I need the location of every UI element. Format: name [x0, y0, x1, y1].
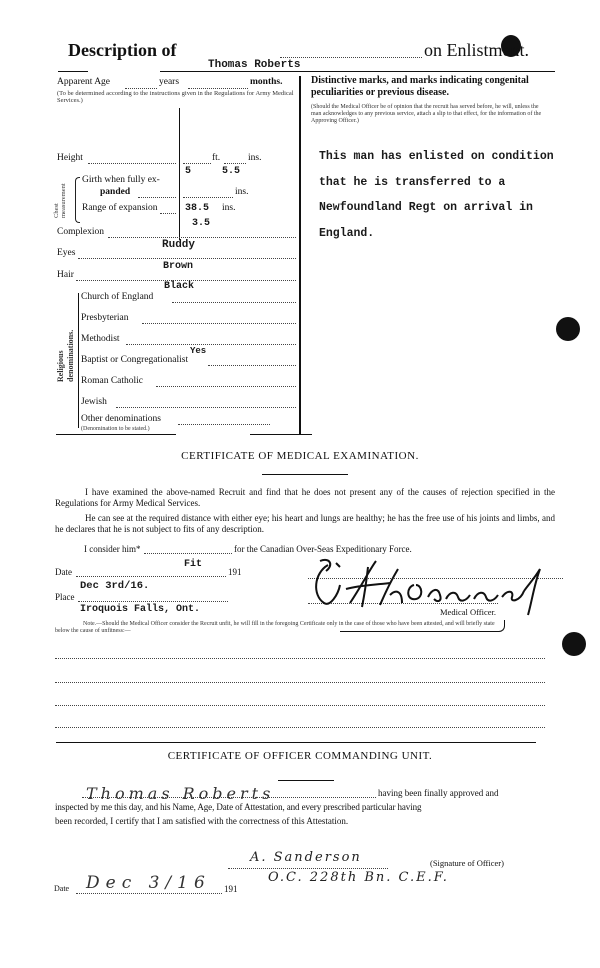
range-unit: ins. — [222, 203, 236, 213]
unfitness-line-3 — [55, 705, 545, 706]
height-ft-dots — [183, 163, 211, 164]
girth-value-dots — [183, 197, 233, 198]
medical-certificate-heading: CERTIFICATE OF MEDICAL EXAMINATION. — [181, 450, 419, 462]
chest-measurement-label: Chest measurement — [53, 183, 67, 218]
punch-hole-lower — [562, 632, 586, 656]
place-dots — [78, 601, 228, 602]
consider-suffix: for the Canadian Over-Seas Expeditionary Force. — [234, 544, 412, 554]
girth-label-2: panded — [100, 187, 131, 197]
age-years-dots — [125, 88, 157, 89]
girth-label-1: Girth when fully ex- — [82, 175, 160, 185]
medical-date-dots — [76, 576, 226, 577]
officer-section-rule — [56, 742, 536, 743]
months-label: months. — [250, 77, 283, 87]
medical-heading-rule — [262, 474, 348, 475]
header-rule — [160, 71, 555, 72]
religion-group-label: Religious denominations. — [56, 329, 75, 382]
religion-baptist: Baptist or Congregationalist — [81, 355, 189, 365]
consider-label: I consider him* — [84, 544, 141, 554]
apparent-age-label: Apparent Age — [57, 77, 111, 87]
religion-bracket — [78, 293, 79, 428]
religion-presbyterian: Presbyterian — [81, 313, 129, 323]
medical-para-2: He can see at the required distance with either eye; his heart and lungs are healthy; he has the free use of his joints and limbs, and he declares that he is not subject to fits of any description. — [55, 513, 555, 534]
unfitness-line-4 — [55, 727, 545, 728]
officer-para-line2: inspected by me this day, and his Name, Age, Date of Attestation, and every prescribed particular having — [55, 802, 422, 812]
height-ft-value: 5 — [185, 166, 192, 177]
religion-dots-1 — [142, 323, 296, 324]
column-divider — [299, 76, 301, 434]
age-note: (To be determined according to the instructions given in the Regulations for Army Medical Services.) — [57, 90, 294, 104]
officer-heading-rule — [278, 780, 334, 781]
title-left: Description of — [68, 40, 177, 60]
complexion-dots — [108, 237, 296, 238]
complexion-value: Ruddy — [162, 239, 196, 251]
religion-jewish: Jewish — [81, 397, 107, 407]
religion-dots-2 — [126, 344, 296, 345]
medical-officer-title: Medical Officer. — [440, 607, 497, 617]
medical-date-label: Date — [55, 567, 72, 577]
officer-para-line1: having been finally approved and — [378, 788, 499, 798]
height-ft-unit: ft. — [212, 153, 221, 163]
medical-officer-signature — [310, 555, 550, 623]
consider-dots — [144, 553, 232, 554]
girth-dots — [138, 197, 176, 198]
punch-hole-middle — [556, 317, 580, 341]
remark-line-3: Newfoundland Regt on arrival in — [319, 201, 533, 214]
religion-baptist-value: Yes — [190, 346, 207, 356]
medical-note: Note.—Should the Medical Officer consider the Recruit unfit, he will fill in the foregoing Certificate only in the case of those who have been attested, and will briefly state below the cause of unfitness:— — [55, 621, 495, 634]
religion-dots-5 — [116, 407, 296, 408]
medical-year-prefix: 191 — [228, 567, 242, 577]
chest-brace — [75, 177, 80, 223]
section-rule-right — [250, 434, 312, 435]
officer-signature: A. Sanderson — [250, 850, 362, 865]
height-dots — [88, 163, 176, 164]
religion-dots-0 — [172, 302, 296, 303]
place-value: Iroquois Falls, Ont. — [80, 604, 201, 615]
height-ins-unit: ins. — [248, 153, 262, 163]
title-right: on Enlistment. — [424, 40, 529, 60]
girth-value: 38.5 — [185, 203, 210, 214]
officer-para-line3: been recorded, I certify that I am satisfied with the correctness of this Attestation. — [55, 816, 349, 826]
range-dots — [160, 213, 176, 214]
officer-year-prefix: 191 — [224, 884, 238, 894]
handwritten-recruit-name: Thomas Roberts — [86, 784, 275, 803]
measurements-divider — [179, 108, 180, 240]
range-label: Range of expansion — [82, 203, 158, 213]
officer-date-value: Dec 3/16 — [86, 873, 211, 893]
hair-value: Black — [164, 281, 195, 292]
officer-certificate-heading: CERTIFICATE OF OFFICER COMMANDING UNIT. — [167, 750, 433, 762]
height-ins-dots — [224, 163, 246, 164]
bracket-line — [340, 620, 505, 632]
consider-value: Fit — [184, 559, 203, 570]
girth-unit: ins. — [235, 187, 249, 197]
medical-date-value: Dec 3rd/16. — [80, 580, 150, 592]
religion-dots-3 — [208, 365, 296, 366]
hair-label: Hair — [57, 270, 74, 280]
religion-church-of-england: Church of England — [81, 292, 154, 302]
header-rule-left — [58, 71, 88, 72]
signature-of-officer-label: (Signature of Officer) — [430, 858, 504, 868]
religion-other: Other denominations — [81, 414, 161, 424]
unfitness-line-2 — [55, 682, 545, 683]
unfitness-line-1 — [55, 658, 545, 659]
eyes-label: Eyes — [57, 248, 76, 258]
age-months-dots — [188, 88, 248, 89]
officer-unit: O.C. 228th Bn. C.E.F. — [268, 870, 449, 885]
range-value: 3.5 — [192, 218, 211, 229]
recruit-name: Thomas Roberts — [208, 59, 301, 71]
medical-para-1: I have examined the above-named Recruit and find that he does not present any of the causes of rejection specified in the Regulations for Army Medical Services. — [55, 487, 555, 508]
remark-line-4: England. — [319, 227, 375, 240]
religion-dots-6 — [178, 424, 270, 425]
distinctive-marks-heading: Distinctive marks, and marks indicating congenital peculiarities or previous disease. — [311, 75, 529, 98]
complexion-label: Complexion — [57, 227, 104, 237]
remark-line-1: This man has enlisted on condition — [319, 150, 554, 163]
section-rule-left — [56, 434, 176, 435]
remark-line-2: that he is transferred to a — [319, 176, 506, 189]
religion-other-note: (Denomination to be stated.) — [81, 426, 150, 432]
eyes-dots — [78, 258, 296, 259]
years-label: years — [159, 77, 180, 87]
distinctive-marks-note: (Should the Medical Officer be of opinion that the recruit has served before, he will, unless the man acknowledges to any previous service, attach a slip to that effect, for the information of the Approving Officer.) — [311, 104, 542, 124]
title-dotted-line — [280, 57, 422, 58]
height-label: Height — [57, 153, 83, 163]
officer-signature-dots — [228, 868, 388, 869]
height-ins-value: 5.5 — [222, 166, 241, 177]
religion-roman-catholic: Roman Catholic — [81, 376, 144, 386]
eyes-value: Brown — [163, 261, 194, 272]
officer-date-label: Date — [54, 884, 70, 893]
religion-methodist: Methodist — [81, 334, 120, 344]
place-label: Place — [55, 592, 75, 602]
religion-dots-4 — [156, 386, 296, 387]
officer-date-dots — [76, 893, 222, 894]
